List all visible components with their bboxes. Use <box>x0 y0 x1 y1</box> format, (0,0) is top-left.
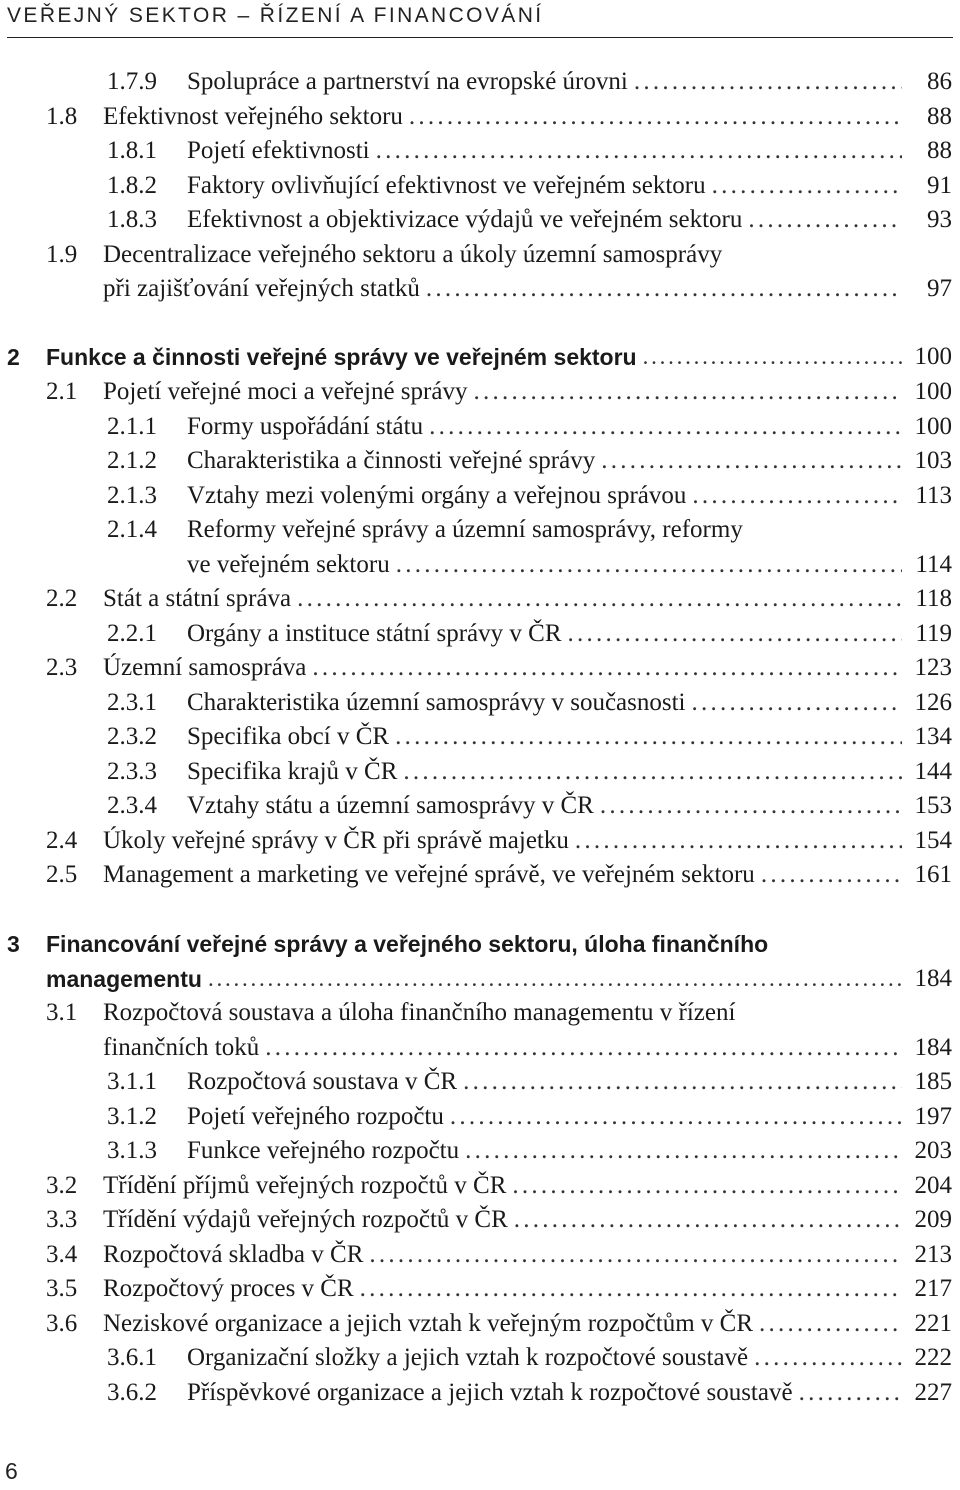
entry-title: Organizační složky a jejich vztah k rozpočtové soustavě . . . <box>187 1342 902 1374</box>
entry-number: 1.7.9 <box>107 68 157 95</box>
entry-title: Spolupráce a partnerství na evropské úrovni . . . <box>187 66 902 98</box>
leader-dots <box>395 721 902 753</box>
toc-entry-2-1-2[interactable] <box>0 445 960 477</box>
entry-number: 2.3.1 <box>107 689 157 716</box>
entry-page: 88 <box>927 103 952 130</box>
entry-page: 184 <box>914 965 952 992</box>
leader-dots <box>692 687 903 719</box>
entry-number: 2.4 <box>46 827 78 854</box>
entry-title: Charakteristika a činnosti veřejné správy . . . <box>187 445 902 477</box>
toc-entry-3-1-1[interactable] <box>0 1066 960 1098</box>
entry-page: 88 <box>927 137 952 164</box>
entry-page: 153 <box>914 792 952 819</box>
entry-title: Formy uspořádání státu . . . <box>187 411 902 443</box>
entry-number: 2.2 <box>46 585 78 612</box>
toc-entry-3-1-3[interactable] <box>0 1135 960 1167</box>
entry-number: 2.3.3 <box>107 758 157 785</box>
entry-page: 113 <box>915 482 952 509</box>
toc-entry-3-1-cont[interactable] <box>0 1032 960 1064</box>
entry-number: 2.2.1 <box>107 620 157 647</box>
entry-title: Stát a státní správa . . . <box>103 583 902 615</box>
entry-title: Decentralizace veřejného sektoru a úkoly územní samosprávy <box>103 241 723 268</box>
toc-chapter-3-cont[interactable] <box>0 963 960 995</box>
entry-page: 144 <box>914 758 952 785</box>
leader-dots <box>568 618 903 650</box>
entry-number: 2.1.2 <box>107 447 157 474</box>
leader-dots <box>514 1204 902 1236</box>
toc-entry-3-3[interactable] <box>0 1204 960 1236</box>
leader-dots <box>754 1342 902 1374</box>
entry-number: 3.1.2 <box>107 1103 157 1130</box>
entry-title: Orgány a instituce státní správy v ČR . . . <box>187 618 902 650</box>
entry-title: Úkoly veřejné správy v ČR při správě majetku . . . <box>103 825 902 857</box>
leader-dots <box>712 170 902 202</box>
toc-entry-1-8-3[interactable] <box>0 204 960 236</box>
leader-dots <box>396 549 902 581</box>
entry-number: 2.3.4 <box>107 792 157 819</box>
chapter-title: managementu . . . <box>46 963 902 995</box>
leader-dots <box>208 963 902 995</box>
entry-page: 134 <box>914 723 952 750</box>
entry-page: 86 <box>927 68 952 95</box>
entry-title: při zajišťování veřejných statků . . . <box>103 273 902 305</box>
toc-entry-3-1[interactable] <box>0 997 960 1029</box>
toc-entry-3-2[interactable] <box>0 1170 960 1202</box>
leader-dots <box>473 376 902 408</box>
entry-title: Třídění výdajů veřejných rozpočtů v ČR . . . <box>103 1204 902 1236</box>
entry-page: 126 <box>914 689 952 716</box>
leader-dots <box>312 652 902 684</box>
entry-number: 2.3.2 <box>107 723 157 750</box>
toc-entry-2-1-1[interactable] <box>0 411 960 443</box>
entry-title: Vztahy mezi volenými orgány a veřejnou správou . . . <box>187 480 902 512</box>
leader-dots <box>403 756 902 788</box>
entry-page: 114 <box>915 551 952 578</box>
entry-number: 3.1.1 <box>107 1068 157 1095</box>
leader-dots <box>692 480 902 512</box>
leader-dots <box>409 101 902 133</box>
entry-number: 1.8.3 <box>107 206 157 233</box>
entry-number: 3.6.2 <box>107 1379 157 1406</box>
toc-entry-2-1-4[interactable] <box>0 514 960 546</box>
leader-dots <box>265 1032 902 1064</box>
toc-chapter-3[interactable] <box>0 928 960 960</box>
entry-title: Charakteristika územní samosprávy v současnosti . . . <box>187 687 902 719</box>
entry-title: Faktory ovlivňující efektivnost ve veřejném sektoru . . . <box>187 170 902 202</box>
entry-number: 2.1.4 <box>107 516 157 543</box>
entry-title: ve veřejném sektoru . . . <box>187 549 902 581</box>
entry-title: Funkce veřejného rozpočtu . . . <box>187 1135 902 1167</box>
toc-entry-1-8-2[interactable] <box>0 170 960 202</box>
leader-dots <box>600 790 902 822</box>
entry-page: 185 <box>914 1068 952 1095</box>
toc-entry-1-8[interactable] <box>0 101 960 133</box>
entry-page: 221 <box>914 1310 952 1337</box>
entry-title: Efektivnost veřejného sektoru . . . <box>103 101 902 133</box>
entry-number: 3.1 <box>46 999 78 1026</box>
leader-dots <box>634 66 902 98</box>
entry-number: 3.6 <box>46 1310 78 1337</box>
toc-entry-1-7-9[interactable] <box>0 66 960 98</box>
entry-number: 2.1.1 <box>107 413 157 440</box>
header-rule <box>7 37 953 38</box>
toc-entry-3-6[interactable] <box>0 1308 960 1340</box>
leader-dots <box>601 445 902 477</box>
toc-entry-2-3-1[interactable] <box>0 687 960 719</box>
entry-page: 213 <box>914 1241 952 1268</box>
toc-entry-2-3-4[interactable] <box>0 790 960 822</box>
toc-entry-1-8-1[interactable] <box>0 135 960 167</box>
toc-entry-3-5[interactable] <box>0 1273 960 1305</box>
entry-page: 203 <box>914 1137 952 1164</box>
entry-page: 154 <box>914 827 952 854</box>
toc-entry-2-1-3[interactable] <box>0 480 960 512</box>
entry-number: 1.9 <box>46 241 78 268</box>
toc-entry-3-4[interactable] <box>0 1239 960 1271</box>
entry-title: Územní samospráva . . . <box>103 652 902 684</box>
chapter-number: 3 <box>7 931 20 957</box>
entry-title: Specifika obcí v ČR . . . <box>187 721 902 753</box>
entry-number: 2.1.3 <box>107 482 157 509</box>
entry-page: 209 <box>914 1206 952 1233</box>
toc-entry-1-9[interactable] <box>0 239 960 271</box>
entry-number: 2.1 <box>46 378 78 405</box>
toc-entry-2-5[interactable] <box>0 859 960 891</box>
leader-dots <box>429 411 902 443</box>
entry-title: Pojetí veřejné moci a veřejné správy . . . <box>103 376 902 408</box>
entry-page: 161 <box>914 861 952 888</box>
entry-number: 3.6.1 <box>107 1344 157 1371</box>
page-number: 6 <box>5 1458 18 1484</box>
leader-dots <box>360 1273 902 1305</box>
entry-page: 100 <box>914 378 952 405</box>
entry-title: Rozpočtová soustava a úloha finančního managementu v řízení <box>103 999 736 1026</box>
toc-chapter-2[interactable] <box>0 341 960 373</box>
leader-dots <box>799 1377 902 1409</box>
toc-entry-2-3-3[interactable] <box>0 756 960 788</box>
leader-dots <box>748 204 902 236</box>
toc-entry-3-1-2[interactable] <box>0 1101 960 1133</box>
entry-page: 93 <box>927 206 952 233</box>
entry-page: 100 <box>914 343 952 370</box>
entry-page: 103 <box>914 447 952 474</box>
entry-title: Efektivnost a objektivizace výdajů ve veřejném sektoru . . . <box>187 204 902 236</box>
entry-number: 1.8.2 <box>107 172 157 199</box>
toc-entry-1-9-cont[interactable] <box>0 273 960 305</box>
entry-title: Třídění příjmů veřejných rozpočtů v ČR . . . <box>103 1170 902 1202</box>
entry-title: Vztahy státu a územní samosprávy v ČR . . . <box>187 790 902 822</box>
entry-number: 3.1.3 <box>107 1137 157 1164</box>
entry-title: Reformy veřejné správy a územní samosprávy, reformy <box>187 516 743 543</box>
entry-number: 2.5 <box>46 861 78 888</box>
leader-dots <box>297 583 902 615</box>
toc-entry-2-3[interactable] <box>0 652 960 684</box>
leader-dots <box>426 273 902 305</box>
entry-number: 3.3 <box>46 1206 78 1233</box>
entry-page: 227 <box>914 1379 952 1406</box>
chapter-number: 2 <box>7 344 20 370</box>
toc-entry-3-6-1[interactable] <box>0 1342 960 1374</box>
entry-page: 97 <box>927 275 952 302</box>
entry-number: 3.2 <box>46 1172 78 1199</box>
entry-page: 123 <box>914 654 952 681</box>
entry-title: Neziskové organizace a jejich vztah k veřejným rozpočtům v ČR . . . <box>103 1308 902 1340</box>
toc-entry-2-1-4-cont[interactable] <box>0 549 960 581</box>
entry-title: Rozpočtová soustava v ČR . . . <box>187 1066 902 1098</box>
toc-entry-2-4[interactable] <box>0 825 960 857</box>
toc-entry-2-3-2[interactable] <box>0 721 960 753</box>
entry-page: 118 <box>915 585 952 612</box>
entry-page: 184 <box>914 1034 952 1061</box>
entry-page: 100 <box>914 413 952 440</box>
entry-title: Rozpočtový proces v ČR . . . <box>103 1273 902 1305</box>
entry-page: 197 <box>914 1103 952 1130</box>
entry-page: 217 <box>914 1275 952 1302</box>
entry-title: finančních toků . . . <box>103 1032 902 1064</box>
toc-entry-2-2[interactable] <box>0 583 960 615</box>
leader-dots <box>463 1066 902 1098</box>
toc-entry-3-6-2[interactable] <box>0 1377 960 1409</box>
entry-number: 3.4 <box>46 1241 78 1268</box>
leader-dots <box>512 1170 902 1202</box>
entry-title: Rozpočtová skladba v ČR . . . <box>103 1239 902 1271</box>
entry-number: 2.3 <box>46 654 78 681</box>
entry-title: Pojetí veřejného rozpočtu . . . <box>187 1101 902 1133</box>
chapter-title: Funkce a činnosti veřejné správy ve veřejném sektoru . . . <box>46 341 902 373</box>
entry-page: 204 <box>914 1172 952 1199</box>
entry-page: 91 <box>927 172 952 199</box>
leader-dots <box>575 825 902 857</box>
chapter-title: Financování veřejné správy a veřejného sektoru, úloha finančního <box>46 931 769 957</box>
entry-number: 1.8.1 <box>107 137 157 164</box>
entry-title: Management a marketing ve veřejné správě, ve veřejném sektoru . . . <box>103 859 902 891</box>
entry-title: Příspěvkové organizace a jejich vztah k rozpočtové soustavě . . . <box>187 1377 902 1409</box>
toc-entry-2-2-1[interactable] <box>0 618 960 650</box>
entry-number: 3.5 <box>46 1275 78 1302</box>
leader-dots <box>450 1101 902 1133</box>
entry-number: 1.8 <box>46 103 78 130</box>
leader-dots <box>465 1135 902 1167</box>
entry-page: 119 <box>915 620 952 647</box>
leader-dots <box>369 1239 902 1271</box>
leader-dots <box>376 135 902 167</box>
leader-dots <box>761 859 902 891</box>
entry-title: Pojetí efektivnosti . . . <box>187 135 902 167</box>
running-head: VEŘEJNÝ SEKTOR – ŘÍZENÍ A FINANCOVÁNÍ <box>7 4 544 27</box>
leader-dots <box>759 1308 902 1340</box>
entry-page: 222 <box>914 1344 952 1371</box>
toc-entry-2-1[interactable] <box>0 376 960 408</box>
leader-dots <box>643 341 902 373</box>
entry-title: Specifika krajů v ČR . . . <box>187 756 902 788</box>
